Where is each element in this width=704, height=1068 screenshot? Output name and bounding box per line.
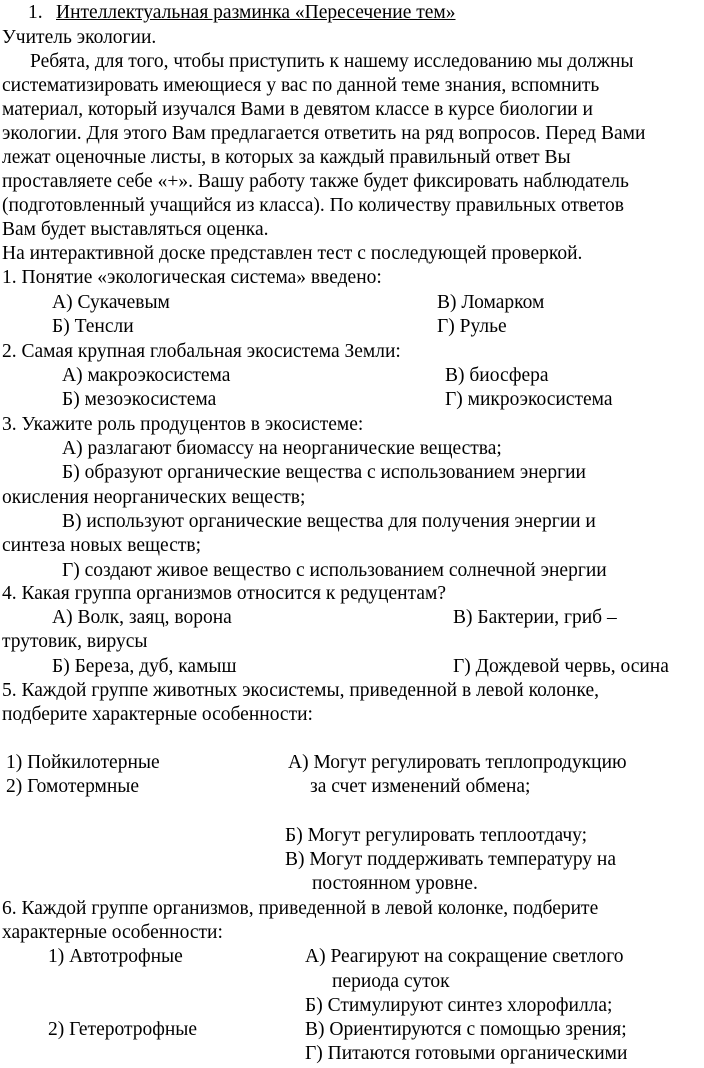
q1-option-b: Б) Тенсли (52, 316, 134, 337)
q3-option-a: А) разлагают биомассу на неорганические вещества; (62, 438, 502, 459)
intro-line: проставляете себе «+». Вашу работу также будет фиксировать наблюдатель (2, 171, 629, 192)
question-4: 4. Какая группа организмов относится к редуцентам? (2, 583, 446, 604)
q5-option-a-cont: за счет изменений обмена; (310, 776, 531, 797)
q3-option-v-cont: синтеза новых веществ; (2, 535, 201, 556)
q6-option-b: Б) Стимулируют синтез хлорофилла; (305, 995, 613, 1016)
intro-line: материал, который изучался Вами в девятом классе в курсе биологии и (2, 99, 593, 120)
question-2: 2. Самая крупная глобальная экосистема Земли: (2, 341, 401, 362)
section-number: 1. (28, 2, 43, 23)
intro-line: (подготовленный учащийся из класса). По количеству правильных ответов (2, 195, 624, 216)
q2-option-g: Г) микроэкосистема (445, 389, 613, 410)
q1-option-a: А) Сукачевым (52, 292, 170, 313)
question-6: 6. Каждой группе организмов, приведенной в левой колонке, подберите (2, 898, 599, 919)
q1-option-v: В) Ломарком (437, 292, 545, 313)
intro-line: Ребята, для того, чтобы приступить к нашему исследованию мы должны (30, 51, 634, 72)
q2-option-v: В) биосфера (445, 365, 549, 386)
intro-line: систематизировать имеющиеся у вас по данной теме знания, вспомнить (2, 75, 600, 96)
section-title: Интеллектуальная разминка «Пересечение тем» (56, 2, 456, 23)
q5-left-2: 2) Гомотермные (6, 776, 140, 797)
q4-option-b: Б) Береза, дуб, камыш (52, 656, 237, 677)
q3-option-b-cont: окисления неорганических веществ; (2, 487, 306, 508)
q6-option-a: А) Реагируют на сокращение светлого (305, 946, 624, 967)
q3-option-g: Г) создают живое вещество с использованием солнечной энергии (62, 560, 607, 581)
q3-option-v: В) используют органические вещества для получения энергии и (62, 511, 596, 532)
question-5: 5. Каждой группе животных экосистемы, приведенной в левой колонке, (2, 680, 599, 701)
q6-left-2: 2) Гетеротрофные (48, 1019, 198, 1040)
q5-option-v: В) Могут поддерживать температуру на (285, 849, 617, 870)
q6-option-v: В) Ориентируются с помощью зрения; (305, 1019, 627, 1040)
q6-option-g: Г) Питаются готовыми органическими (305, 1043, 628, 1064)
q5-option-a: А) Могут регулировать теплопродукцию (288, 752, 627, 773)
question-1: 1. Понятие «экологическая система» введено: (2, 267, 382, 288)
q5-option-b: Б) Могут регулировать теплоотдачу; (285, 825, 588, 846)
question-3: 3. Укажите роль продуцентов в экосистеме: (2, 414, 364, 435)
question-6-cont: характерные особенности: (2, 922, 223, 943)
intro-line: На интерактивной доске представлен тест с последующей проверкой. (2, 243, 583, 264)
speaker-label: Учитель экологии. (2, 27, 157, 48)
intro-line: лежат оценочные листы, в которых за каждый правильный ответ Вы (2, 147, 571, 168)
q4-option-v-cont: трутовик, вирусы (2, 631, 148, 652)
q2-option-a: А) макроэкосистема (62, 365, 231, 386)
q6-left-1: 1) Автотрофные (48, 946, 183, 967)
q4-option-g: Г) Дождевой червь, осина (453, 656, 669, 677)
q2-option-b: Б) мезоэкосистема (62, 389, 217, 410)
question-5-cont: подберите характерные особенности: (2, 704, 313, 725)
q3-option-b: Б) образуют органические вещества с использованием энергии (62, 462, 586, 483)
intro-line: экологии. Для этого Вам предлагается ответить на ряд вопросов. Перед Вами (2, 123, 646, 144)
intro-line: Вам будет выставляться оценка. (2, 219, 269, 240)
q1-option-g: Г) Рулье (437, 316, 507, 337)
q6-option-a-cont: периода суток (332, 971, 450, 992)
q4-option-a: А) Волк, заяц, ворона (52, 607, 232, 628)
q4-option-v: В) Бактерии, гриб – (453, 607, 617, 628)
q5-left-1: 1) Пойкилотерные (6, 752, 160, 773)
q5-option-v-cont: постоянном уровне. (312, 873, 478, 894)
